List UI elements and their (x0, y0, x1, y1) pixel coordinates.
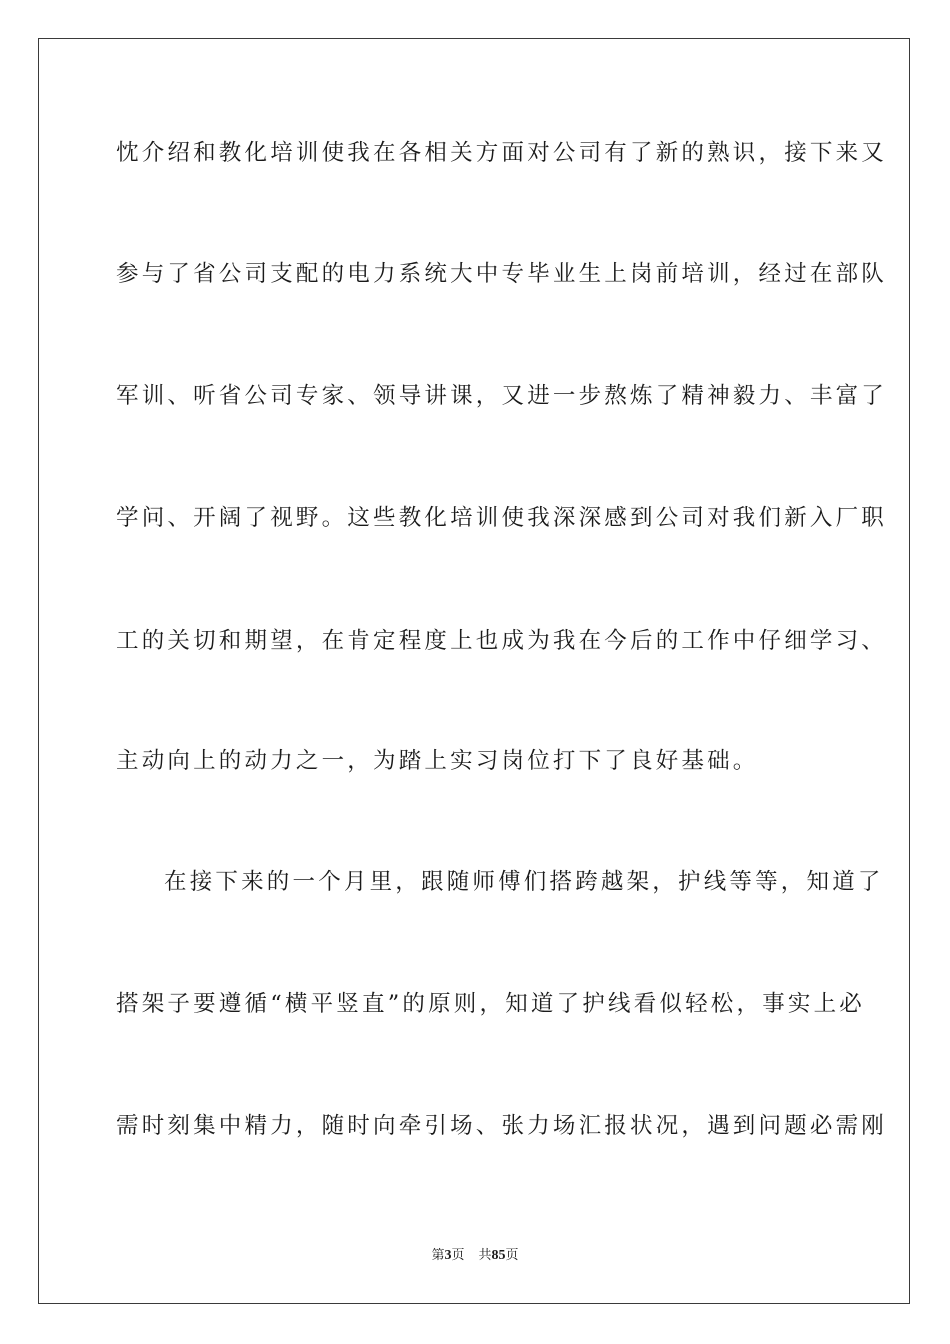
page-number: 3 (444, 1248, 452, 1263)
text-line-3: 军训、听省公司专家、领导讲课，又进一步熬炼了精神毅力、丰富了 (116, 383, 888, 409)
text-line-5: 工的关切和期望，在肯定程度上也成为我在今后的工作中仔细学习、 (116, 628, 888, 654)
page-prefix: 第 (431, 1248, 445, 1263)
page-footer (0, 1247, 950, 1265)
text-line-6: 主动向上的动力之一，为踏上实习岗位打下了良好基础。 (116, 748, 759, 774)
total-suffix: 页 (505, 1248, 519, 1263)
page-suffix: 页 (451, 1248, 465, 1263)
text-line-1: 忱介绍和教化培训使我在各相关方面对公司有了新的熟识，接下来又 (116, 140, 888, 166)
text-line-4: 学问、开阔了视野。这些教化培训使我深深感到公司对我们新入厂职 (116, 505, 888, 531)
text-line-8: 搭架子要遵循“横平竖直”的原则，知道了护线看似轻松，事实上必 (116, 991, 866, 1017)
total-pages: 85 (491, 1248, 506, 1263)
text-line-7-paragraph-start: 在接下来的一个月里，跟随师傅们搭跨越架，护线等等，知道了 (164, 869, 884, 895)
text-line-2: 参与了省公司支配的电力系统大中专毕业生上岗前培训，经过在部队 (116, 261, 888, 287)
text-line-9: 需时刻集中精力，随时向牵引场、张力场汇报状况，遇到问题必需刚 (116, 1113, 888, 1139)
total-prefix: 共 (478, 1248, 492, 1263)
